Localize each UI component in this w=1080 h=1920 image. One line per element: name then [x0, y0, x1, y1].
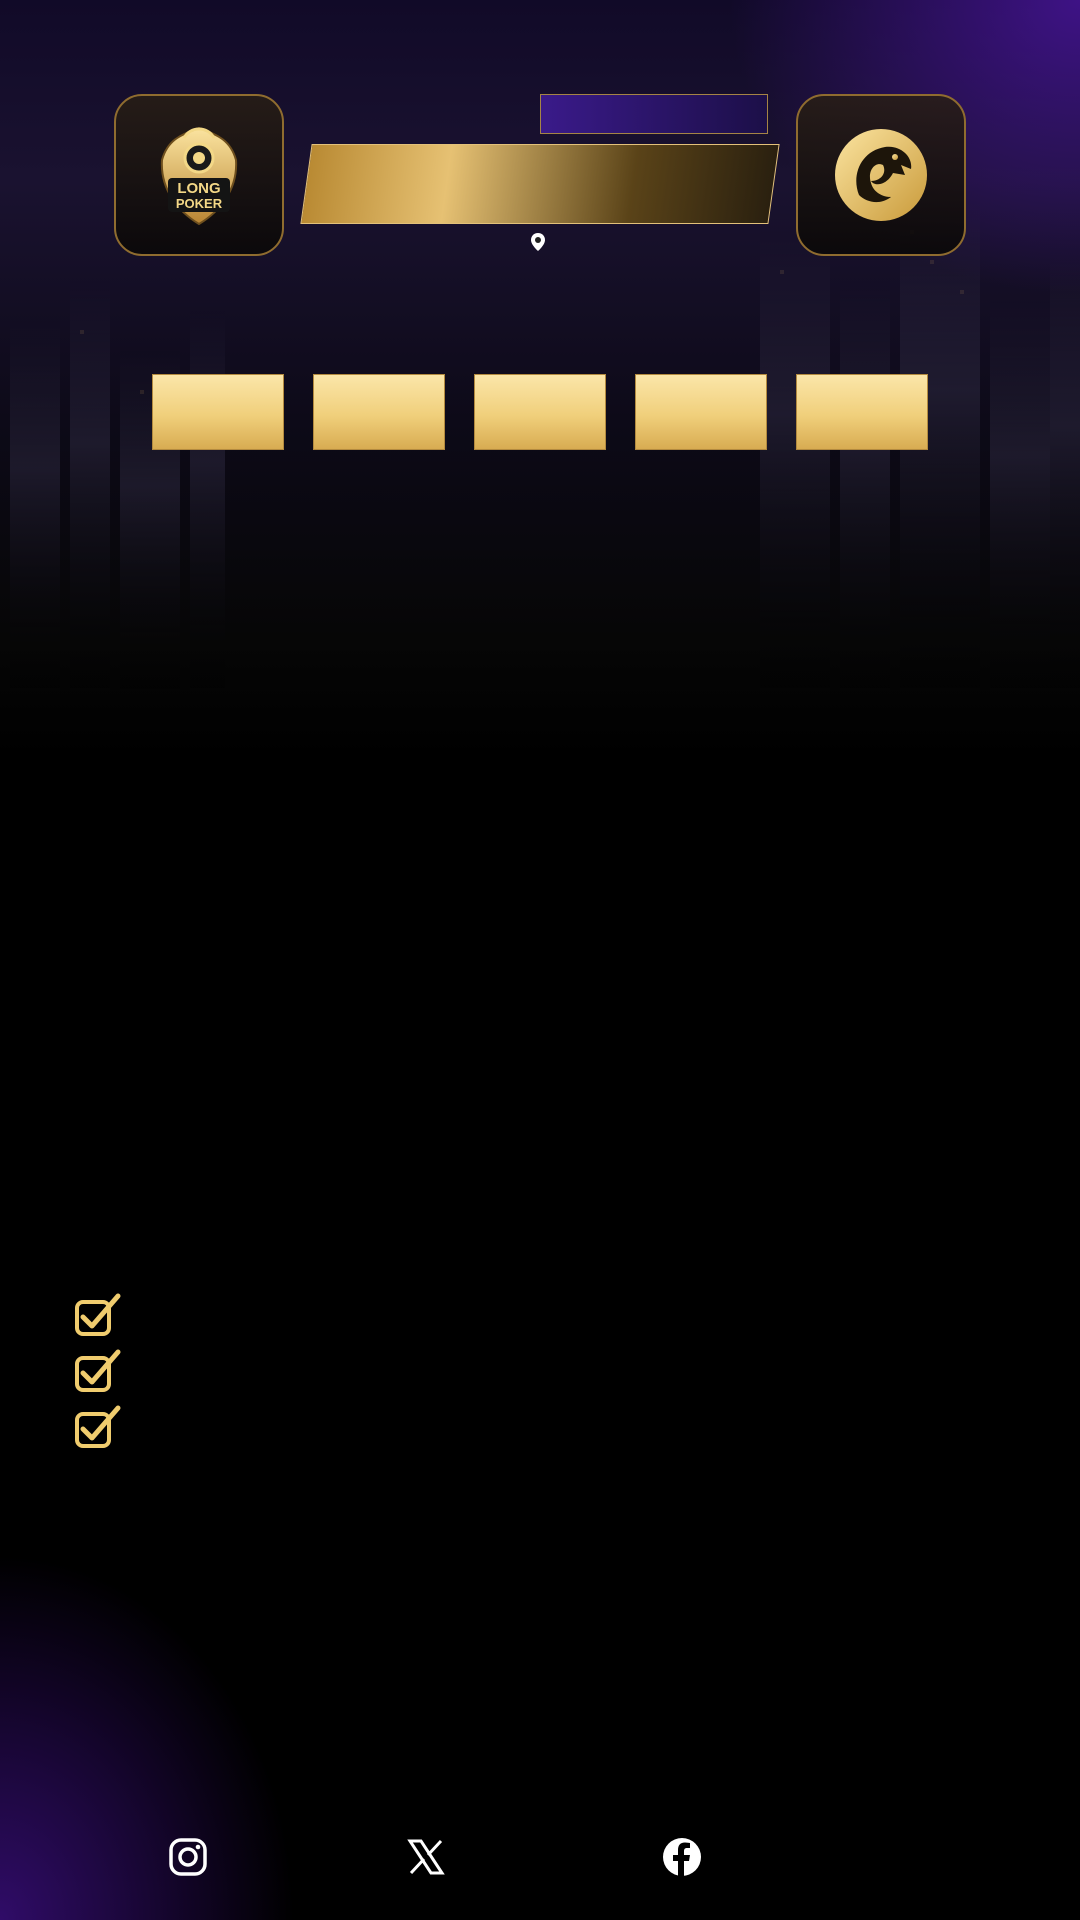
prize-banner [306, 144, 774, 224]
instagram-link[interactable] [168, 1832, 220, 1882]
event-tile [796, 374, 928, 450]
checkbox-checked-icon [74, 1292, 122, 1340]
feature-item [74, 1292, 150, 1340]
x-twitter-icon [406, 1837, 446, 1877]
facebook-icon [662, 1837, 702, 1877]
svg-text:POKER: POKER [175, 196, 223, 211]
venue-line [0, 232, 1080, 254]
event-tile [635, 374, 767, 450]
event-tile [313, 374, 445, 450]
event-tile [152, 374, 284, 450]
svg-text:LONG: LONG [177, 180, 221, 197]
checkbox-checked-icon [74, 1404, 122, 1452]
x-link[interactable] [406, 1832, 448, 1882]
checkbox-checked-icon [74, 1348, 122, 1396]
location-pin-icon [530, 232, 546, 252]
instagram-icon [168, 1837, 208, 1877]
facebook-link[interactable] [662, 1832, 714, 1882]
long-poker-shield-icon [154, 120, 244, 230]
feature-item [74, 1348, 150, 1396]
event-tile [474, 374, 606, 450]
dragon-icon [831, 125, 931, 225]
date-box [540, 94, 768, 134]
feature-item [74, 1404, 150, 1452]
structure-info-line [72, 504, 169, 528]
